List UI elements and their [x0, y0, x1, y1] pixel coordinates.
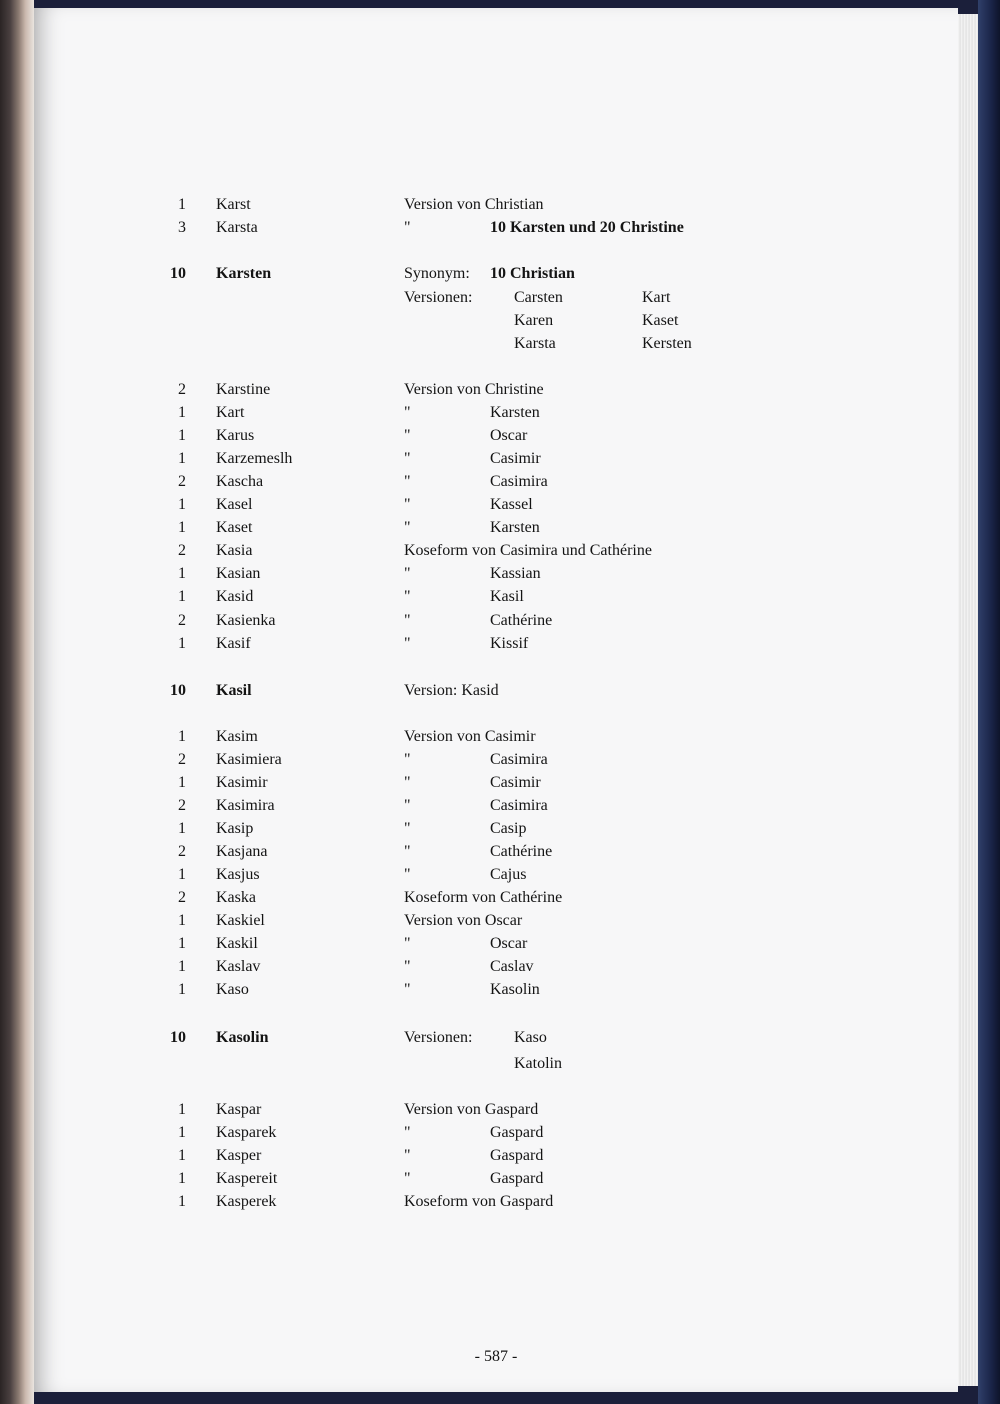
entry-name: Kaskil — [216, 935, 258, 952]
entry-row — [34, 425, 958, 447]
entry-frequency: 10 — [170, 1029, 186, 1046]
entry-frequency: 3 — [178, 219, 186, 236]
entry-name: Kasjana — [216, 843, 268, 860]
entry-prefix: " — [404, 612, 411, 629]
entry-prefix: " — [404, 219, 411, 236]
entry-row — [34, 540, 958, 562]
entry-prefix: " — [404, 519, 411, 536]
entry-value: Kissif — [490, 635, 529, 652]
entry-row — [34, 1168, 958, 1190]
entry-row — [34, 471, 958, 493]
entry-prefix: " — [404, 797, 411, 814]
entry-name: Kaspereit — [216, 1170, 278, 1187]
entry-name: Kasperek — [216, 1193, 277, 1210]
entry-value: Cathérine — [490, 612, 553, 629]
entry-name: Karsten — [216, 265, 272, 282]
entry-frequency: 1 — [178, 866, 186, 883]
entry-description: Version von Christine — [404, 381, 544, 398]
entry-frequency: 1 — [178, 728, 186, 745]
entry-frequency: 10 — [170, 682, 186, 699]
entry-frequency: 1 — [178, 935, 186, 952]
entry-row — [34, 586, 958, 608]
entry-name: Karstine — [216, 381, 271, 398]
entry-row — [34, 933, 958, 955]
entry-row — [34, 864, 958, 886]
entry-name: Kasel — [216, 496, 253, 513]
entry-prefix: " — [404, 496, 411, 513]
entry-row — [34, 910, 958, 932]
entry-row — [34, 680, 958, 702]
entry-name: Kaskiel — [216, 912, 265, 929]
entry-name: Kasian — [216, 565, 261, 582]
entry-name: Kasil — [216, 682, 252, 699]
entry-value: Kasolin — [490, 981, 540, 998]
entry-prefix: " — [404, 1170, 411, 1187]
book-binding — [0, 0, 34, 1404]
entry-value: Kassian — [490, 565, 541, 582]
entry-frequency: 1 — [178, 1147, 186, 1164]
entry-prefix: " — [404, 866, 411, 883]
entry-name: Kaso — [216, 981, 249, 998]
entry-name: Kascha — [216, 473, 264, 490]
entry-prefix: " — [404, 981, 411, 998]
entry-prefix: " — [404, 958, 411, 975]
entry-row — [34, 795, 958, 817]
entry-frequency: 2 — [178, 797, 186, 814]
entry-value: Carsten — [514, 289, 563, 306]
entry-row — [34, 956, 958, 978]
entry-prefix: " — [404, 404, 411, 421]
entry-name: Kaspar — [216, 1101, 262, 1118]
entry-value: Karsten — [490, 519, 540, 536]
entry-prefix: Synonym: — [404, 265, 470, 282]
entry-value: Katolin — [514, 1055, 562, 1072]
entry-prefix: " — [404, 935, 411, 952]
entry-name: Kasimir — [216, 774, 268, 791]
entry-frequency: 1 — [178, 912, 186, 929]
entry-frequency: 1 — [178, 1101, 186, 1118]
entry-frequency: 1 — [178, 496, 186, 513]
entry-row — [34, 1053, 958, 1075]
entry-prefix: " — [404, 820, 411, 837]
entry-name: Kart — [216, 404, 245, 421]
entry-description: Version von Casimir — [404, 728, 536, 745]
entry-name: Kaslav — [216, 958, 261, 975]
book-page — [34, 8, 958, 1392]
entry-value: Casimira — [490, 751, 548, 768]
entry-row — [34, 1145, 958, 1167]
entry-value: Gaspard — [490, 1170, 544, 1187]
entry-value: Karsten — [490, 404, 540, 421]
entry-value: Casimira — [490, 473, 548, 490]
entry-value: Oscar — [490, 935, 528, 952]
entry-name: Kasia — [216, 542, 253, 559]
entry-frequency: 1 — [178, 820, 186, 837]
entry-prefix: " — [404, 1147, 411, 1164]
entry-prefix: " — [404, 751, 411, 768]
entry-prefix: " — [404, 450, 411, 467]
entry-value: Kassel — [490, 496, 533, 513]
entry-row — [34, 563, 958, 585]
entry-extra: Kersten — [642, 335, 692, 352]
entry-row — [34, 402, 958, 424]
entry-frequency: 1 — [178, 519, 186, 536]
entry-frequency: 1 — [178, 427, 186, 444]
entry-prefix: " — [404, 635, 411, 652]
entry-description: Version von Christian — [404, 196, 544, 213]
entry-prefix: " — [404, 565, 411, 582]
entry-name: Karzemeslh — [216, 450, 293, 467]
entry-name: Kasienka — [216, 612, 276, 629]
entry-row — [34, 633, 958, 655]
entry-prefix: " — [404, 473, 411, 490]
entry-value: Cathérine — [490, 843, 553, 860]
entry-name: Kasimira — [216, 797, 275, 814]
entry-row — [34, 841, 958, 863]
entry-row — [34, 818, 958, 840]
entry-value: Caslav — [490, 958, 534, 975]
entry-name: Karst — [216, 196, 251, 213]
entry-value: Casimira — [490, 797, 548, 814]
entry-frequency: 1 — [178, 196, 186, 213]
entry-frequency: 1 — [178, 635, 186, 652]
entry-frequency: 1 — [178, 450, 186, 467]
entry-row — [34, 1191, 958, 1213]
entry-name: Karus — [216, 427, 255, 444]
entry-name: Kasip — [216, 820, 254, 837]
entry-frequency: 2 — [178, 542, 186, 559]
entry-row — [34, 1122, 958, 1144]
entry-row — [34, 333, 958, 355]
entry-value: Gaspard — [490, 1147, 544, 1164]
entry-description: Version: Kasid — [404, 682, 499, 699]
entry-row — [34, 610, 958, 632]
entry-value: Kasil — [490, 588, 524, 605]
entry-frequency: 1 — [178, 588, 186, 605]
entry-value: Karen — [514, 312, 554, 329]
entry-value: Casimir — [490, 450, 541, 467]
entry-frequency: 1 — [178, 1124, 186, 1141]
entry-frequency: 2 — [178, 889, 186, 906]
entry-description: Version von Gaspard — [404, 1101, 539, 1118]
entry-name: Kasparek — [216, 1124, 277, 1141]
entry-extra: Kart — [642, 289, 671, 306]
entry-description: Koseform von Cathérine — [404, 889, 563, 906]
entry-frequency: 2 — [178, 612, 186, 629]
entry-row — [34, 749, 958, 771]
entry-frequency: 2 — [178, 843, 186, 860]
entry-frequency: 1 — [178, 1170, 186, 1187]
entry-name: Kasim — [216, 728, 258, 745]
entry-frequency: 1 — [178, 1193, 186, 1210]
entry-frequency: 10 — [170, 265, 186, 282]
book-cover-edge — [978, 0, 1000, 1404]
entry-frequency: 1 — [178, 565, 186, 582]
entry-description: Version von Oscar — [404, 912, 523, 929]
entry-extra: Kaset — [642, 312, 679, 329]
entry-name: Kasper — [216, 1147, 262, 1164]
entry-name: Kaska — [216, 889, 256, 906]
entry-prefix: Versionen: — [404, 1029, 473, 1046]
entry-frequency: 2 — [178, 751, 186, 768]
entry-row — [34, 517, 958, 539]
entry-row — [34, 1099, 958, 1121]
entry-description: Koseform von Gaspard — [404, 1193, 554, 1210]
entry-frequency: 1 — [178, 981, 186, 998]
entry-row — [34, 194, 958, 216]
entry-name: Kasimiera — [216, 751, 282, 768]
entry-value: Karsta — [514, 335, 556, 352]
entry-frequency: 2 — [178, 473, 186, 490]
entry-prefix: " — [404, 1124, 411, 1141]
entry-name: Kaset — [216, 519, 253, 536]
entry-name: Kasjus — [216, 866, 260, 883]
entry-prefix: Versionen: — [404, 289, 473, 306]
entry-row — [34, 494, 958, 516]
entry-name: Kasif — [216, 635, 251, 652]
entry-value: Oscar — [490, 427, 528, 444]
entry-row — [34, 263, 958, 285]
entry-frequency: 1 — [178, 774, 186, 791]
entry-frequency: 1 — [178, 958, 186, 975]
entry-row — [34, 287, 958, 309]
entry-frequency: 1 — [178, 404, 186, 421]
entry-row — [34, 1027, 958, 1049]
entry-value: Casip — [490, 820, 527, 837]
entry-description: Koseform von Casimira und Cathérine — [404, 542, 652, 559]
entry-prefix: " — [404, 774, 411, 791]
entry-row — [34, 379, 958, 401]
entry-row — [34, 979, 958, 1001]
page-edges — [958, 14, 978, 1386]
entry-value: Gaspard — [490, 1124, 544, 1141]
entry-value: 10 Karsten und 20 Christine — [490, 219, 684, 236]
entry-prefix: " — [404, 427, 411, 444]
entry-prefix: " — [404, 843, 411, 860]
entry-value: 10 Christian — [490, 265, 575, 282]
entry-row — [34, 772, 958, 794]
page-number: - 587 - — [474, 1348, 518, 1365]
entry-name: Kasolin — [216, 1029, 269, 1046]
entry-name: Karsta — [216, 219, 258, 236]
entry-row — [34, 217, 958, 239]
entry-value: Casimir — [490, 774, 541, 791]
entry-value: Cajus — [490, 866, 527, 883]
entry-row — [34, 726, 958, 748]
entry-row — [34, 310, 958, 332]
entry-row — [34, 887, 958, 909]
entry-frequency: 2 — [178, 381, 186, 398]
entry-name: Kasid — [216, 588, 254, 605]
entry-value: Kaso — [514, 1029, 547, 1046]
entry-prefix: " — [404, 588, 411, 605]
entry-row — [34, 448, 958, 470]
